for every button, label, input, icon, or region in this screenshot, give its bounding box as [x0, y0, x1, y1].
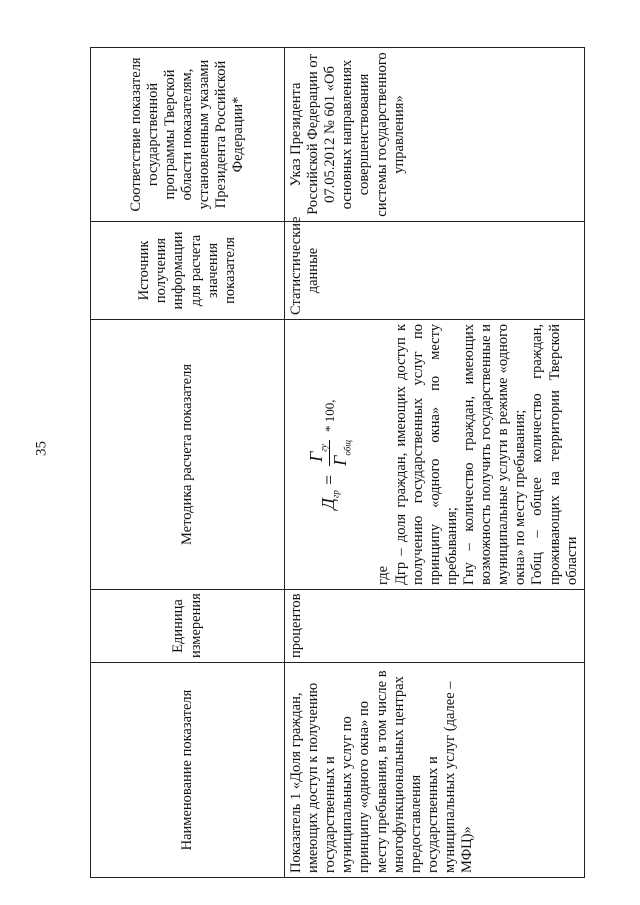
where-label: где	[375, 565, 392, 585]
table-row	[285, 48, 585, 878]
table-header-row	[91, 48, 285, 878]
formula: $Д_{гр}$ = $Г_{гу}$ $Г_{общ}$ * 100,	[306, 399, 353, 510]
indicator-table	[90, 47, 585, 878]
definition-1: Дгр – доля граждан, имеющих доступ к получению государственных услуг по принципу «одного окна» по месту пребывания;	[392, 324, 460, 585]
formula-lhs: $Д_{гр}$	[318, 490, 341, 510]
header-source: Источник получения информации для расчета значения показателя	[91, 222, 285, 320]
header-name: Наименование показателя	[91, 663, 285, 878]
page-number: 35	[33, 441, 50, 456]
cell-compliance: Указ Президента Российской Федерации от 07.05.2012 № 601 «Об основных направлениях совершенствования системы государственного управления»	[285, 48, 585, 222]
cell-source: Статистические данные	[285, 222, 585, 320]
definition-3: Гобщ – общее количество граждан, проживающих на территории Тверской области	[529, 324, 580, 585]
definition-2: Гну – количество граждан, имеющих возможность получить государственные и муниципальные услуги в режиме «одного окна» по месту пребывания;	[460, 324, 529, 585]
header-unit: Единица измерения	[91, 590, 285, 663]
header-compliance: Соответствие показателя государственной программы Тверской области показателям, установленным указами Президента Российской Федерации*	[91, 48, 285, 222]
rotated-table-container	[90, 48, 585, 878]
cell-unit: процентов	[285, 590, 585, 663]
header-method: Методика расчета показателя	[91, 320, 285, 590]
formula-fraction: $Г_{гу}$ $Г_{общ}$	[306, 439, 353, 466]
cell-method	[285, 320, 585, 590]
formula-tail: * 100,	[322, 399, 338, 432]
cell-indicator-name: Показатель 1 «Доля граждан, имеющих доступ к получению государственных и муниципальных услуг по принципу «одного окна» по месту пребывания, в том числе в многофункциональных центрах предоставления государственных и муниципальных услуг (далее – МФЦ)»	[285, 663, 585, 878]
